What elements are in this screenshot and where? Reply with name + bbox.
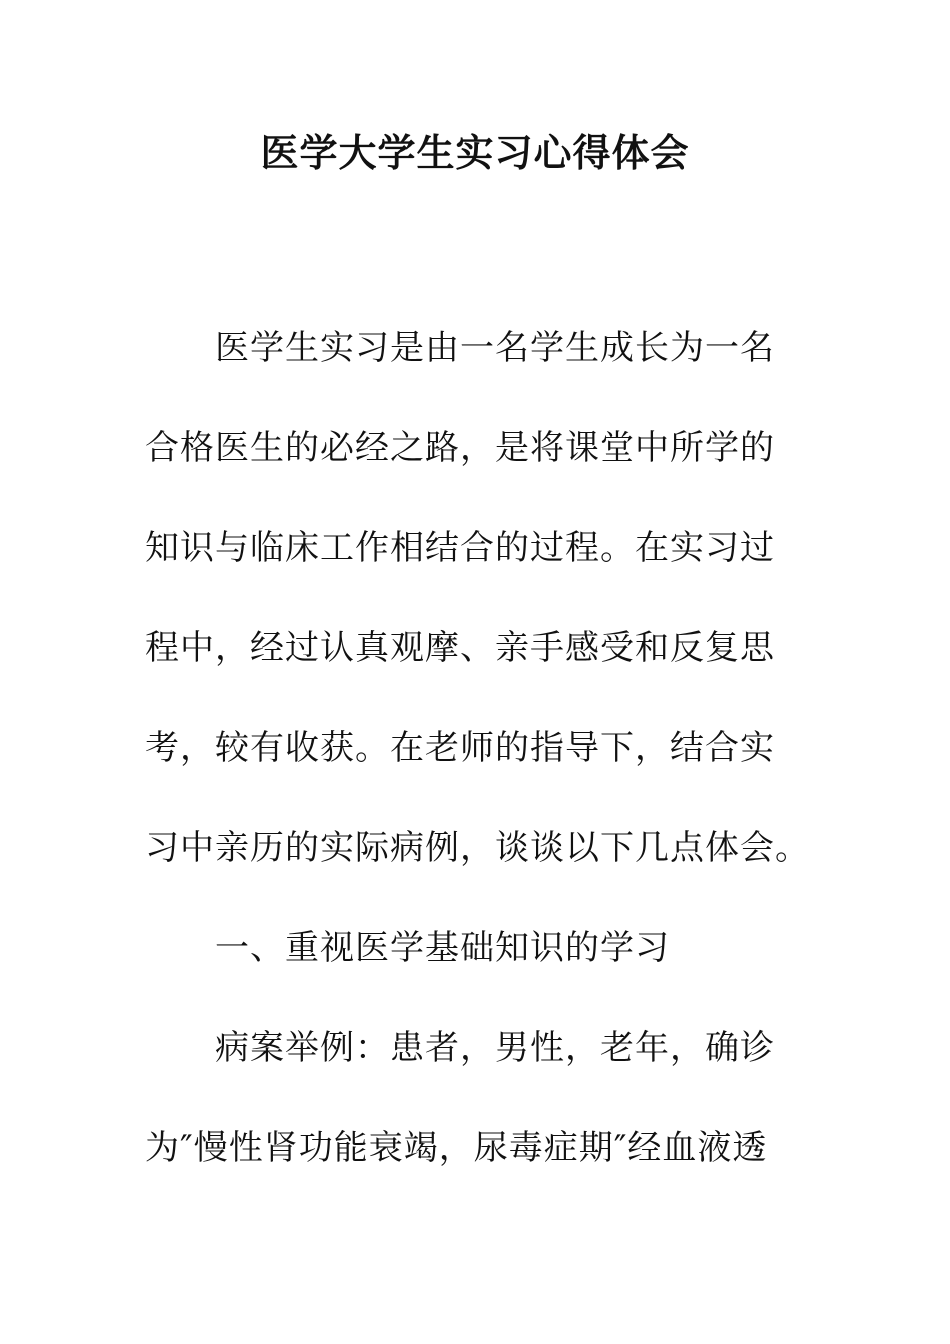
paragraph-line: 合格医生的必经之路，是将课堂中所学的 [145,428,775,468]
section-heading: 一、重视医学基础知识的学习 [215,928,670,968]
paragraph-line: 医学生实习是由一名学生成长为一名 [215,328,775,368]
paragraph-line: 考，较有收获。在老师的指导下，结合实 [145,728,775,768]
document-title: 医学大学生实习心得体会 [260,130,690,175]
paragraph-line: 习中亲历的实际病例，谈谈以下几点体会。 [145,828,810,868]
paragraph-line: 程中，经过认真观摩、亲手感受和反复思 [145,628,775,668]
document-body [145,298,810,1198]
paragraph-line: 病案举例：患者，男性，老年，确诊 [215,1028,775,1068]
paragraph-line: 知识与临床工作相结合的过程。在实习过 [145,528,775,568]
paragraph-line: 为″慢性肾功能衰竭，尿毒症期″经血液透 [145,1128,768,1168]
